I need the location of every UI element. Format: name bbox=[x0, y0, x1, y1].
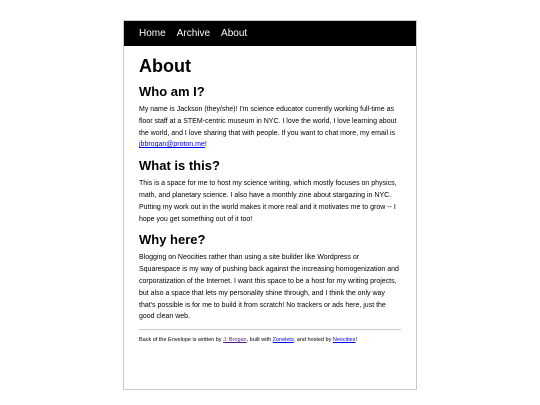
author-link[interactable]: J. Brogan bbox=[223, 337, 247, 344]
main-content bbox=[124, 55, 416, 344]
page-title: About bbox=[139, 56, 191, 76]
nav-about-link[interactable]: About bbox=[221, 27, 248, 39]
section-text-why: Blogging on Neocities rather than using a site builder like Wordpress or Squarespace is my way of pushing back against the increasing homogenization and corporatization of the Internet. I want this space to be a host for my writing projects, but also a space that lets my personality shine through, and I think the only way that's possible is for me to build it from scratch! No trackers or ads here, just the good clean web. bbox=[139, 254, 399, 321]
section-heading-why: Why here? bbox=[139, 232, 206, 248]
footer-mid2: , and hosted by bbox=[293, 337, 333, 344]
who-text-after: ! bbox=[204, 141, 207, 149]
email-link[interactable]: jbbrogan@proton.me bbox=[139, 141, 205, 149]
footer-prefix: Back of the Envelope is written by bbox=[139, 337, 224, 344]
top-nav bbox=[124, 21, 416, 46]
footer-divider bbox=[139, 329, 401, 330]
section-heading-who: Who am I? bbox=[139, 84, 205, 99]
section-text-who bbox=[139, 104, 401, 151]
footer-mid1: , built with bbox=[246, 337, 273, 344]
page-container bbox=[123, 20, 417, 390]
footer bbox=[139, 336, 401, 344]
section-text-what: This is a space for me to host my science writing, which mostly focuses on physics, math, and planetary science. I also have a monthly zine about stargazing in NYC. Putting my work out in the world makes it more real and it motivates me to grow -- I hope you get something out of it too! bbox=[139, 180, 397, 223]
nav-home-link[interactable]: Home bbox=[139, 27, 166, 39]
nav-archive-link[interactable]: Archive bbox=[176, 27, 211, 39]
who-text-before: My name is Jackson (they/she)! I'm science educator currently working full-time as floor staff at a STEM-centric museum in NYC. I love the world, I love learning about the world, and I love sharing that with people. If you want to chat more, my email is bbox=[139, 106, 397, 137]
section-heading-what: What is this? bbox=[139, 158, 220, 174]
footer-suffix: ! bbox=[355, 337, 358, 344]
zonelets-link[interactable]: Zonelets bbox=[272, 337, 294, 344]
neocities-link[interactable]: Neocities bbox=[332, 337, 356, 344]
